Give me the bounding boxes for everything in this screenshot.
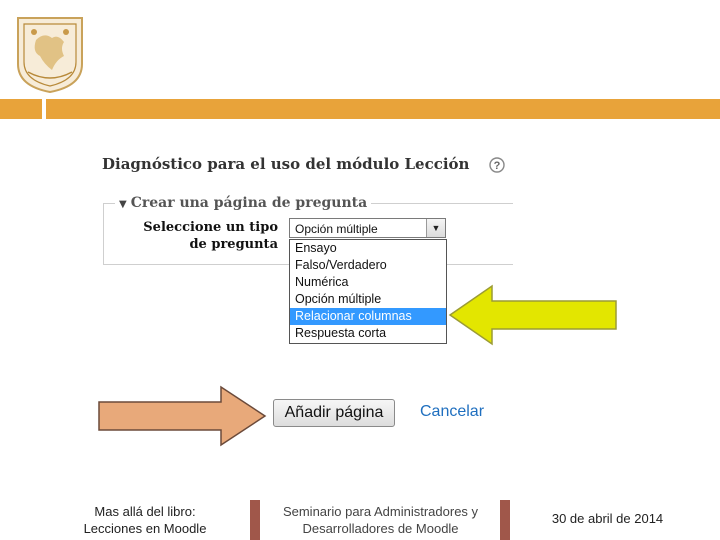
footer-middle-text — [268, 503, 493, 537]
collapse-triangle-icon[interactable]: ▼ — [119, 199, 127, 210]
unam-crest-logo — [14, 14, 86, 94]
footer-left-text — [60, 503, 230, 537]
dropdown-option-numerica[interactable]: Numérica — [295, 275, 349, 289]
question-type-label — [132, 219, 278, 253]
footer-left-line1: Mas allá del libro: — [94, 504, 196, 519]
page-title: Diagnóstico para el uso del módulo Lección — [102, 155, 470, 173]
dropdown-option-opcion-multiple[interactable]: Opción múltiple — [295, 292, 382, 306]
footer-date: 30 de abril de 2014 — [551, 511, 664, 526]
question-circle-icon[interactable] — [489, 157, 505, 173]
dropdown-option-falso-verdadero[interactable]: Falso/Verdadero — [295, 258, 387, 272]
dropdown-option-relacionar-columnas[interactable]: Relacionar columnas — [290, 308, 446, 325]
footer-separator-left — [250, 500, 260, 540]
fieldset-border-left — [103, 203, 104, 265]
question-type-label-line2: de pregunta — [189, 237, 278, 252]
question-type-dropdown-list[interactable] — [289, 239, 447, 344]
question-type-label-line1: Seleccione un tipo — [143, 220, 278, 235]
legend-label: Crear una página de pregunta — [130, 195, 368, 211]
question-type-select[interactable] — [289, 218, 446, 238]
accent-bar-left — [0, 99, 42, 119]
dropdown-option-ensayo[interactable]: Ensayo — [295, 241, 337, 255]
footer-left-line2: Lecciones en Moodle — [83, 521, 207, 536]
dropdown-option-respuesta-corta[interactable]: Respuesta corta — [295, 326, 387, 340]
orange-pointer-arrow-icon — [97, 385, 267, 447]
footer-separator-right — [500, 500, 510, 540]
select-current-value: Opción múltiple — [295, 222, 378, 236]
footer-middle-line2: Desarrolladores de Moodle — [302, 521, 459, 536]
fieldset-legend[interactable] — [115, 195, 371, 211]
add-page-button[interactable]: Añadir página — [273, 399, 395, 427]
svg-text:?: ? — [493, 160, 501, 172]
chevron-down-icon[interactable]: ▼ — [426, 219, 445, 237]
footer-middle-line1: Seminario para Administradores y — [282, 504, 479, 519]
cancel-link[interactable]: Cancelar — [420, 403, 485, 420]
yellow-pointer-arrow-icon — [448, 284, 618, 346]
accent-bar-right — [46, 99, 720, 119]
